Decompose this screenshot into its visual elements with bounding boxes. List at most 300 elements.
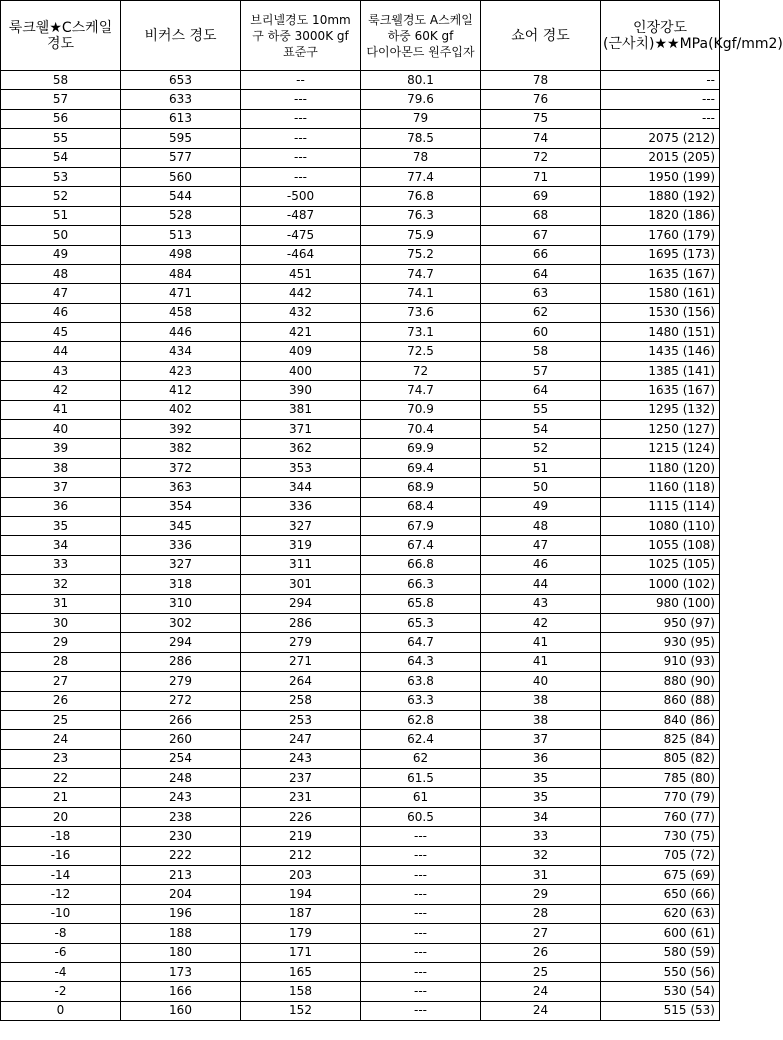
cell-rockwell-c: 56 bbox=[1, 109, 121, 128]
cell-vickers: 318 bbox=[121, 575, 241, 594]
cell-vickers: 180 bbox=[121, 943, 241, 962]
cell-rockwell-c: 38 bbox=[1, 458, 121, 477]
cell-brinell: --- bbox=[241, 90, 361, 109]
cell-vickers: 327 bbox=[121, 555, 241, 574]
cell-shore: 36 bbox=[481, 749, 601, 768]
cell-rockwell-c: 42 bbox=[1, 381, 121, 400]
table-row bbox=[1, 691, 720, 710]
cell-vickers: 310 bbox=[121, 594, 241, 613]
cell-rockwell-a: 78 bbox=[361, 148, 481, 167]
cell-tensile-strength: 1000 (102) bbox=[601, 575, 720, 594]
cell-tensile-strength: 2015 (205) bbox=[601, 148, 720, 167]
cell-brinell: 258 bbox=[241, 691, 361, 710]
cell-vickers: 513 bbox=[121, 226, 241, 245]
cell-tensile-strength: 1160 (118) bbox=[601, 478, 720, 497]
cell-shore: 69 bbox=[481, 187, 601, 206]
table-row bbox=[1, 284, 720, 303]
cell-brinell: -500 bbox=[241, 187, 361, 206]
cell-rockwell-a: 72.5 bbox=[361, 342, 481, 361]
cell-vickers: 372 bbox=[121, 458, 241, 477]
cell-brinell: 421 bbox=[241, 323, 361, 342]
cell-rockwell-a: 62 bbox=[361, 749, 481, 768]
cell-shore: 24 bbox=[481, 1001, 601, 1020]
cell-shore: 67 bbox=[481, 226, 601, 245]
cell-rockwell-a: 65.8 bbox=[361, 594, 481, 613]
cell-rockwell-c: 20 bbox=[1, 807, 121, 826]
table-row bbox=[1, 323, 720, 342]
cell-rockwell-a: 76.3 bbox=[361, 206, 481, 225]
cell-rockwell-c: 58 bbox=[1, 71, 121, 90]
cell-rockwell-c: 39 bbox=[1, 439, 121, 458]
table-row bbox=[1, 1001, 720, 1020]
cell-brinell: 362 bbox=[241, 439, 361, 458]
cell-rockwell-c: 25 bbox=[1, 710, 121, 729]
cell-rockwell-c: 48 bbox=[1, 264, 121, 283]
cell-tensile-strength: 515 (53) bbox=[601, 1001, 720, 1020]
cell-tensile-strength: 1435 (146) bbox=[601, 342, 720, 361]
cell-vickers: 423 bbox=[121, 361, 241, 380]
cell-shore: 57 bbox=[481, 361, 601, 380]
cell-brinell: 371 bbox=[241, 420, 361, 439]
cell-rockwell-c: 31 bbox=[1, 594, 121, 613]
table-row bbox=[1, 885, 720, 904]
cell-vickers: 363 bbox=[121, 478, 241, 497]
cell-rockwell-a: 62.4 bbox=[361, 730, 481, 749]
cell-brinell: 442 bbox=[241, 284, 361, 303]
cell-shore: 51 bbox=[481, 458, 601, 477]
table-row bbox=[1, 982, 720, 1001]
cell-rockwell-a: --- bbox=[361, 904, 481, 923]
cell-brinell: 381 bbox=[241, 400, 361, 419]
cell-vickers: 286 bbox=[121, 652, 241, 671]
header-shore: 쇼어 경도 bbox=[481, 1, 601, 71]
cell-tensile-strength: 1820 (186) bbox=[601, 206, 720, 225]
cell-tensile-strength: 1580 (161) bbox=[601, 284, 720, 303]
table-row bbox=[1, 924, 720, 943]
cell-tensile-strength: 1530 (156) bbox=[601, 303, 720, 322]
cell-tensile-strength: 805 (82) bbox=[601, 749, 720, 768]
cell-shore: 78 bbox=[481, 71, 601, 90]
cell-rockwell-c: 32 bbox=[1, 575, 121, 594]
cell-brinell: 319 bbox=[241, 536, 361, 555]
header-vickers: 비커스 경도 bbox=[121, 1, 241, 71]
cell-tensile-strength: 1025 (105) bbox=[601, 555, 720, 574]
cell-vickers: 213 bbox=[121, 866, 241, 885]
cell-rockwell-c: 40 bbox=[1, 420, 121, 439]
cell-rockwell-c: -14 bbox=[1, 866, 121, 885]
table-row bbox=[1, 206, 720, 225]
cell-brinell: 194 bbox=[241, 885, 361, 904]
cell-shore: 41 bbox=[481, 652, 601, 671]
cell-tensile-strength: 550 (56) bbox=[601, 962, 720, 981]
cell-brinell: 409 bbox=[241, 342, 361, 361]
cell-tensile-strength: 730 (75) bbox=[601, 827, 720, 846]
cell-rockwell-c: 0 bbox=[1, 1001, 121, 1020]
table-row bbox=[1, 516, 720, 535]
table-row bbox=[1, 866, 720, 885]
cell-shore: 42 bbox=[481, 613, 601, 632]
cell-shore: 44 bbox=[481, 575, 601, 594]
table-row bbox=[1, 633, 720, 652]
cell-rockwell-c: -10 bbox=[1, 904, 121, 923]
cell-rockwell-a: 63.8 bbox=[361, 672, 481, 691]
table-row bbox=[1, 769, 720, 788]
cell-brinell: --- bbox=[241, 129, 361, 148]
table-row bbox=[1, 90, 720, 109]
cell-rockwell-a: 74.1 bbox=[361, 284, 481, 303]
cell-brinell: 212 bbox=[241, 846, 361, 865]
cell-brinell: -475 bbox=[241, 226, 361, 245]
cell-rockwell-a: 80.1 bbox=[361, 71, 481, 90]
cell-shore: 62 bbox=[481, 303, 601, 322]
cell-rockwell-a: --- bbox=[361, 885, 481, 904]
cell-vickers: 173 bbox=[121, 962, 241, 981]
cell-shore: 76 bbox=[481, 90, 601, 109]
cell-brinell: 152 bbox=[241, 1001, 361, 1020]
table-row bbox=[1, 613, 720, 632]
cell-vickers: 354 bbox=[121, 497, 241, 516]
cell-brinell: 294 bbox=[241, 594, 361, 613]
cell-brinell: 171 bbox=[241, 943, 361, 962]
table-row bbox=[1, 807, 720, 826]
cell-rockwell-c: 26 bbox=[1, 691, 121, 710]
cell-tensile-strength: 1635 (167) bbox=[601, 264, 720, 283]
cell-brinell: 353 bbox=[241, 458, 361, 477]
table-row bbox=[1, 827, 720, 846]
table-row bbox=[1, 400, 720, 419]
cell-vickers: 188 bbox=[121, 924, 241, 943]
cell-vickers: 382 bbox=[121, 439, 241, 458]
cell-brinell: 451 bbox=[241, 264, 361, 283]
table-row bbox=[1, 652, 720, 671]
cell-vickers: 166 bbox=[121, 982, 241, 1001]
cell-vickers: 294 bbox=[121, 633, 241, 652]
cell-rockwell-c: -16 bbox=[1, 846, 121, 865]
cell-tensile-strength: 930 (95) bbox=[601, 633, 720, 652]
cell-shore: 49 bbox=[481, 497, 601, 516]
table-row bbox=[1, 381, 720, 400]
cell-brinell: 219 bbox=[241, 827, 361, 846]
cell-shore: 29 bbox=[481, 885, 601, 904]
cell-rockwell-a: 73.6 bbox=[361, 303, 481, 322]
cell-shore: 37 bbox=[481, 730, 601, 749]
table-row bbox=[1, 303, 720, 322]
cell-rockwell-a: --- bbox=[361, 982, 481, 1001]
cell-brinell: --- bbox=[241, 109, 361, 128]
cell-rockwell-c: 41 bbox=[1, 400, 121, 419]
cell-rockwell-a: 74.7 bbox=[361, 264, 481, 283]
cell-tensile-strength: --- bbox=[601, 90, 720, 109]
cell-brinell: 311 bbox=[241, 555, 361, 574]
cell-shore: 43 bbox=[481, 594, 601, 613]
cell-rockwell-c: -8 bbox=[1, 924, 121, 943]
cell-vickers: 248 bbox=[121, 769, 241, 788]
cell-tensile-strength: 580 (59) bbox=[601, 943, 720, 962]
table-row bbox=[1, 361, 720, 380]
cell-rockwell-c: 44 bbox=[1, 342, 121, 361]
cell-tensile-strength: 770 (79) bbox=[601, 788, 720, 807]
cell-vickers: 544 bbox=[121, 187, 241, 206]
cell-vickers: 434 bbox=[121, 342, 241, 361]
cell-shore: 64 bbox=[481, 264, 601, 283]
cell-brinell: 271 bbox=[241, 652, 361, 671]
cell-tensile-strength: 760 (77) bbox=[601, 807, 720, 826]
cell-tensile-strength: 860 (88) bbox=[601, 691, 720, 710]
cell-shore: 41 bbox=[481, 633, 601, 652]
cell-brinell: -464 bbox=[241, 245, 361, 264]
table-row bbox=[1, 710, 720, 729]
cell-vickers: 412 bbox=[121, 381, 241, 400]
cell-rockwell-a: 61.5 bbox=[361, 769, 481, 788]
cell-brinell: 226 bbox=[241, 807, 361, 826]
cell-rockwell-a: 69.4 bbox=[361, 458, 481, 477]
cell-brinell: 203 bbox=[241, 866, 361, 885]
table-row bbox=[1, 672, 720, 691]
cell-rockwell-a: 65.3 bbox=[361, 613, 481, 632]
cell-rockwell-c: -2 bbox=[1, 982, 121, 1001]
cell-vickers: 266 bbox=[121, 710, 241, 729]
cell-tensile-strength: 1250 (127) bbox=[601, 420, 720, 439]
cell-shore: 71 bbox=[481, 167, 601, 186]
table-row bbox=[1, 439, 720, 458]
cell-shore: 54 bbox=[481, 420, 601, 439]
cell-shore: 35 bbox=[481, 788, 601, 807]
cell-brinell: 279 bbox=[241, 633, 361, 652]
cell-tensile-strength: 1950 (199) bbox=[601, 167, 720, 186]
cell-vickers: 254 bbox=[121, 749, 241, 768]
table-row bbox=[1, 904, 720, 923]
cell-shore: 25 bbox=[481, 962, 601, 981]
cell-brinell: 165 bbox=[241, 962, 361, 981]
table-row bbox=[1, 458, 720, 477]
cell-rockwell-c: 22 bbox=[1, 769, 121, 788]
cell-rockwell-c: -6 bbox=[1, 943, 121, 962]
cell-vickers: 528 bbox=[121, 206, 241, 225]
cell-brinell: 264 bbox=[241, 672, 361, 691]
cell-vickers: 458 bbox=[121, 303, 241, 322]
cell-tensile-strength: 2075 (212) bbox=[601, 129, 720, 148]
cell-brinell: 158 bbox=[241, 982, 361, 1001]
cell-rockwell-a: 69.9 bbox=[361, 439, 481, 458]
table-row bbox=[1, 187, 720, 206]
cell-rockwell-a: --- bbox=[361, 827, 481, 846]
cell-vickers: 577 bbox=[121, 148, 241, 167]
cell-rockwell-c: -18 bbox=[1, 827, 121, 846]
cell-rockwell-a: 63.3 bbox=[361, 691, 481, 710]
cell-brinell: 390 bbox=[241, 381, 361, 400]
cell-vickers: 204 bbox=[121, 885, 241, 904]
table-row bbox=[1, 129, 720, 148]
cell-rockwell-a: 75.2 bbox=[361, 245, 481, 264]
cell-vickers: 160 bbox=[121, 1001, 241, 1020]
cell-shore: 35 bbox=[481, 769, 601, 788]
cell-brinell: 301 bbox=[241, 575, 361, 594]
cell-brinell: --- bbox=[241, 148, 361, 167]
cell-brinell: 243 bbox=[241, 749, 361, 768]
cell-tensile-strength: 1880 (192) bbox=[601, 187, 720, 206]
cell-vickers: 560 bbox=[121, 167, 241, 186]
cell-shore: 75 bbox=[481, 109, 601, 128]
cell-rockwell-a: --- bbox=[361, 924, 481, 943]
table-row bbox=[1, 226, 720, 245]
header-tensile-strength: 인장강도(근사치)★★MPa(Kgf/mm2) bbox=[601, 1, 720, 71]
cell-rockwell-a: --- bbox=[361, 943, 481, 962]
cell-vickers: 345 bbox=[121, 516, 241, 535]
cell-vickers: 446 bbox=[121, 323, 241, 342]
cell-tensile-strength: 1080 (110) bbox=[601, 516, 720, 535]
cell-rockwell-c: 34 bbox=[1, 536, 121, 555]
cell-vickers: 392 bbox=[121, 420, 241, 439]
cell-vickers: 613 bbox=[121, 109, 241, 128]
cell-rockwell-c: 35 bbox=[1, 516, 121, 535]
cell-rockwell-a: 64.3 bbox=[361, 652, 481, 671]
cell-brinell: 179 bbox=[241, 924, 361, 943]
cell-rockwell-c: 24 bbox=[1, 730, 121, 749]
cell-rockwell-a: 68.9 bbox=[361, 478, 481, 497]
cell-brinell: 187 bbox=[241, 904, 361, 923]
cell-shore: 33 bbox=[481, 827, 601, 846]
cell-rockwell-c: 30 bbox=[1, 613, 121, 632]
cell-shore: 28 bbox=[481, 904, 601, 923]
cell-vickers: 402 bbox=[121, 400, 241, 419]
table-row bbox=[1, 730, 720, 749]
table-row bbox=[1, 962, 720, 981]
cell-vickers: 272 bbox=[121, 691, 241, 710]
cell-brinell: --- bbox=[241, 167, 361, 186]
table-row bbox=[1, 497, 720, 516]
cell-tensile-strength: 1385 (141) bbox=[601, 361, 720, 380]
cell-rockwell-c: 49 bbox=[1, 245, 121, 264]
cell-rockwell-c: 57 bbox=[1, 90, 121, 109]
cell-shore: 38 bbox=[481, 710, 601, 729]
cell-brinell: 253 bbox=[241, 710, 361, 729]
cell-brinell: 400 bbox=[241, 361, 361, 380]
cell-vickers: 484 bbox=[121, 264, 241, 283]
cell-brinell: 336 bbox=[241, 497, 361, 516]
cell-vickers: 633 bbox=[121, 90, 241, 109]
cell-rockwell-a: 60.5 bbox=[361, 807, 481, 826]
cell-rockwell-c: 55 bbox=[1, 129, 121, 148]
cell-vickers: 498 bbox=[121, 245, 241, 264]
table-row bbox=[1, 594, 720, 613]
cell-rockwell-a: 66.8 bbox=[361, 555, 481, 574]
cell-shore: 60 bbox=[481, 323, 601, 342]
cell-tensile-strength: 980 (100) bbox=[601, 594, 720, 613]
header-rockwell-a: 룩크웰경도 A스케일 하중 60K gf 다이아몬드 원주입자 bbox=[361, 1, 481, 71]
cell-brinell: 247 bbox=[241, 730, 361, 749]
table-body bbox=[1, 71, 720, 1021]
table-row bbox=[1, 109, 720, 128]
cell-rockwell-c: 53 bbox=[1, 167, 121, 186]
cell-tensile-strength: 1055 (108) bbox=[601, 536, 720, 555]
cell-rockwell-a: --- bbox=[361, 846, 481, 865]
cell-tensile-strength: 825 (84) bbox=[601, 730, 720, 749]
cell-tensile-strength: 910 (93) bbox=[601, 652, 720, 671]
cell-rockwell-a: 70.9 bbox=[361, 400, 481, 419]
cell-shore: 31 bbox=[481, 866, 601, 885]
header-row bbox=[1, 1, 720, 71]
cell-rockwell-a: 76.8 bbox=[361, 187, 481, 206]
cell-rockwell-a: 74.7 bbox=[361, 381, 481, 400]
cell-rockwell-a: --- bbox=[361, 866, 481, 885]
cell-tensile-strength: 650 (66) bbox=[601, 885, 720, 904]
cell-rockwell-c: 54 bbox=[1, 148, 121, 167]
cell-vickers: 230 bbox=[121, 827, 241, 846]
header-rockwell-c: 룩크웰★C스케일 경도 bbox=[1, 1, 121, 71]
cell-shore: 27 bbox=[481, 924, 601, 943]
cell-rockwell-a: 72 bbox=[361, 361, 481, 380]
cell-tensile-strength: 600 (61) bbox=[601, 924, 720, 943]
header-brinell: 브리넬경도 10mm 구 하중 3000K gf 표준구 bbox=[241, 1, 361, 71]
cell-vickers: 238 bbox=[121, 807, 241, 826]
cell-rockwell-c: 51 bbox=[1, 206, 121, 225]
cell-rockwell-c: -12 bbox=[1, 885, 121, 904]
cell-rockwell-a: 62.8 bbox=[361, 710, 481, 729]
cell-tensile-strength: -- bbox=[601, 71, 720, 90]
cell-rockwell-c: 21 bbox=[1, 788, 121, 807]
cell-rockwell-a: 67.9 bbox=[361, 516, 481, 535]
cell-tensile-strength: 530 (54) bbox=[601, 982, 720, 1001]
cell-rockwell-a: 61 bbox=[361, 788, 481, 807]
table-row bbox=[1, 71, 720, 90]
cell-vickers: 302 bbox=[121, 613, 241, 632]
cell-brinell: 231 bbox=[241, 788, 361, 807]
cell-rockwell-a: --- bbox=[361, 1001, 481, 1020]
cell-rockwell-a: 77.4 bbox=[361, 167, 481, 186]
cell-rockwell-a: 67.4 bbox=[361, 536, 481, 555]
cell-rockwell-c: 37 bbox=[1, 478, 121, 497]
cell-rockwell-c: 47 bbox=[1, 284, 121, 303]
cell-shore: 47 bbox=[481, 536, 601, 555]
cell-rockwell-c: 29 bbox=[1, 633, 121, 652]
cell-tensile-strength: 1695 (173) bbox=[601, 245, 720, 264]
cell-shore: 48 bbox=[481, 516, 601, 535]
cell-tensile-strength: 675 (69) bbox=[601, 866, 720, 885]
cell-rockwell-c: 43 bbox=[1, 361, 121, 380]
cell-tensile-strength: 880 (90) bbox=[601, 672, 720, 691]
cell-rockwell-c: 52 bbox=[1, 187, 121, 206]
cell-brinell: 237 bbox=[241, 769, 361, 788]
cell-rockwell-c: 36 bbox=[1, 497, 121, 516]
cell-brinell: -- bbox=[241, 71, 361, 90]
cell-tensile-strength: 1295 (132) bbox=[601, 400, 720, 419]
table-row bbox=[1, 943, 720, 962]
table-row bbox=[1, 420, 720, 439]
cell-shore: 58 bbox=[481, 342, 601, 361]
cell-rockwell-a: 64.7 bbox=[361, 633, 481, 652]
table-row bbox=[1, 148, 720, 167]
cell-rockwell-a: 73.1 bbox=[361, 323, 481, 342]
cell-brinell: 344 bbox=[241, 478, 361, 497]
table-row bbox=[1, 788, 720, 807]
table-row bbox=[1, 245, 720, 264]
cell-shore: 55 bbox=[481, 400, 601, 419]
cell-shore: 68 bbox=[481, 206, 601, 225]
cell-rockwell-a: 79.6 bbox=[361, 90, 481, 109]
cell-brinell: -487 bbox=[241, 206, 361, 225]
cell-rockwell-a: 68.4 bbox=[361, 497, 481, 516]
cell-vickers: 196 bbox=[121, 904, 241, 923]
cell-brinell: 327 bbox=[241, 516, 361, 535]
cell-rockwell-a: 78.5 bbox=[361, 129, 481, 148]
cell-tensile-strength: 1635 (167) bbox=[601, 381, 720, 400]
cell-shore: 40 bbox=[481, 672, 601, 691]
cell-rockwell-c: 46 bbox=[1, 303, 121, 322]
cell-tensile-strength: 1115 (114) bbox=[601, 497, 720, 516]
cell-tensile-strength: 705 (72) bbox=[601, 846, 720, 865]
cell-shore: 63 bbox=[481, 284, 601, 303]
cell-tensile-strength: 1180 (120) bbox=[601, 458, 720, 477]
